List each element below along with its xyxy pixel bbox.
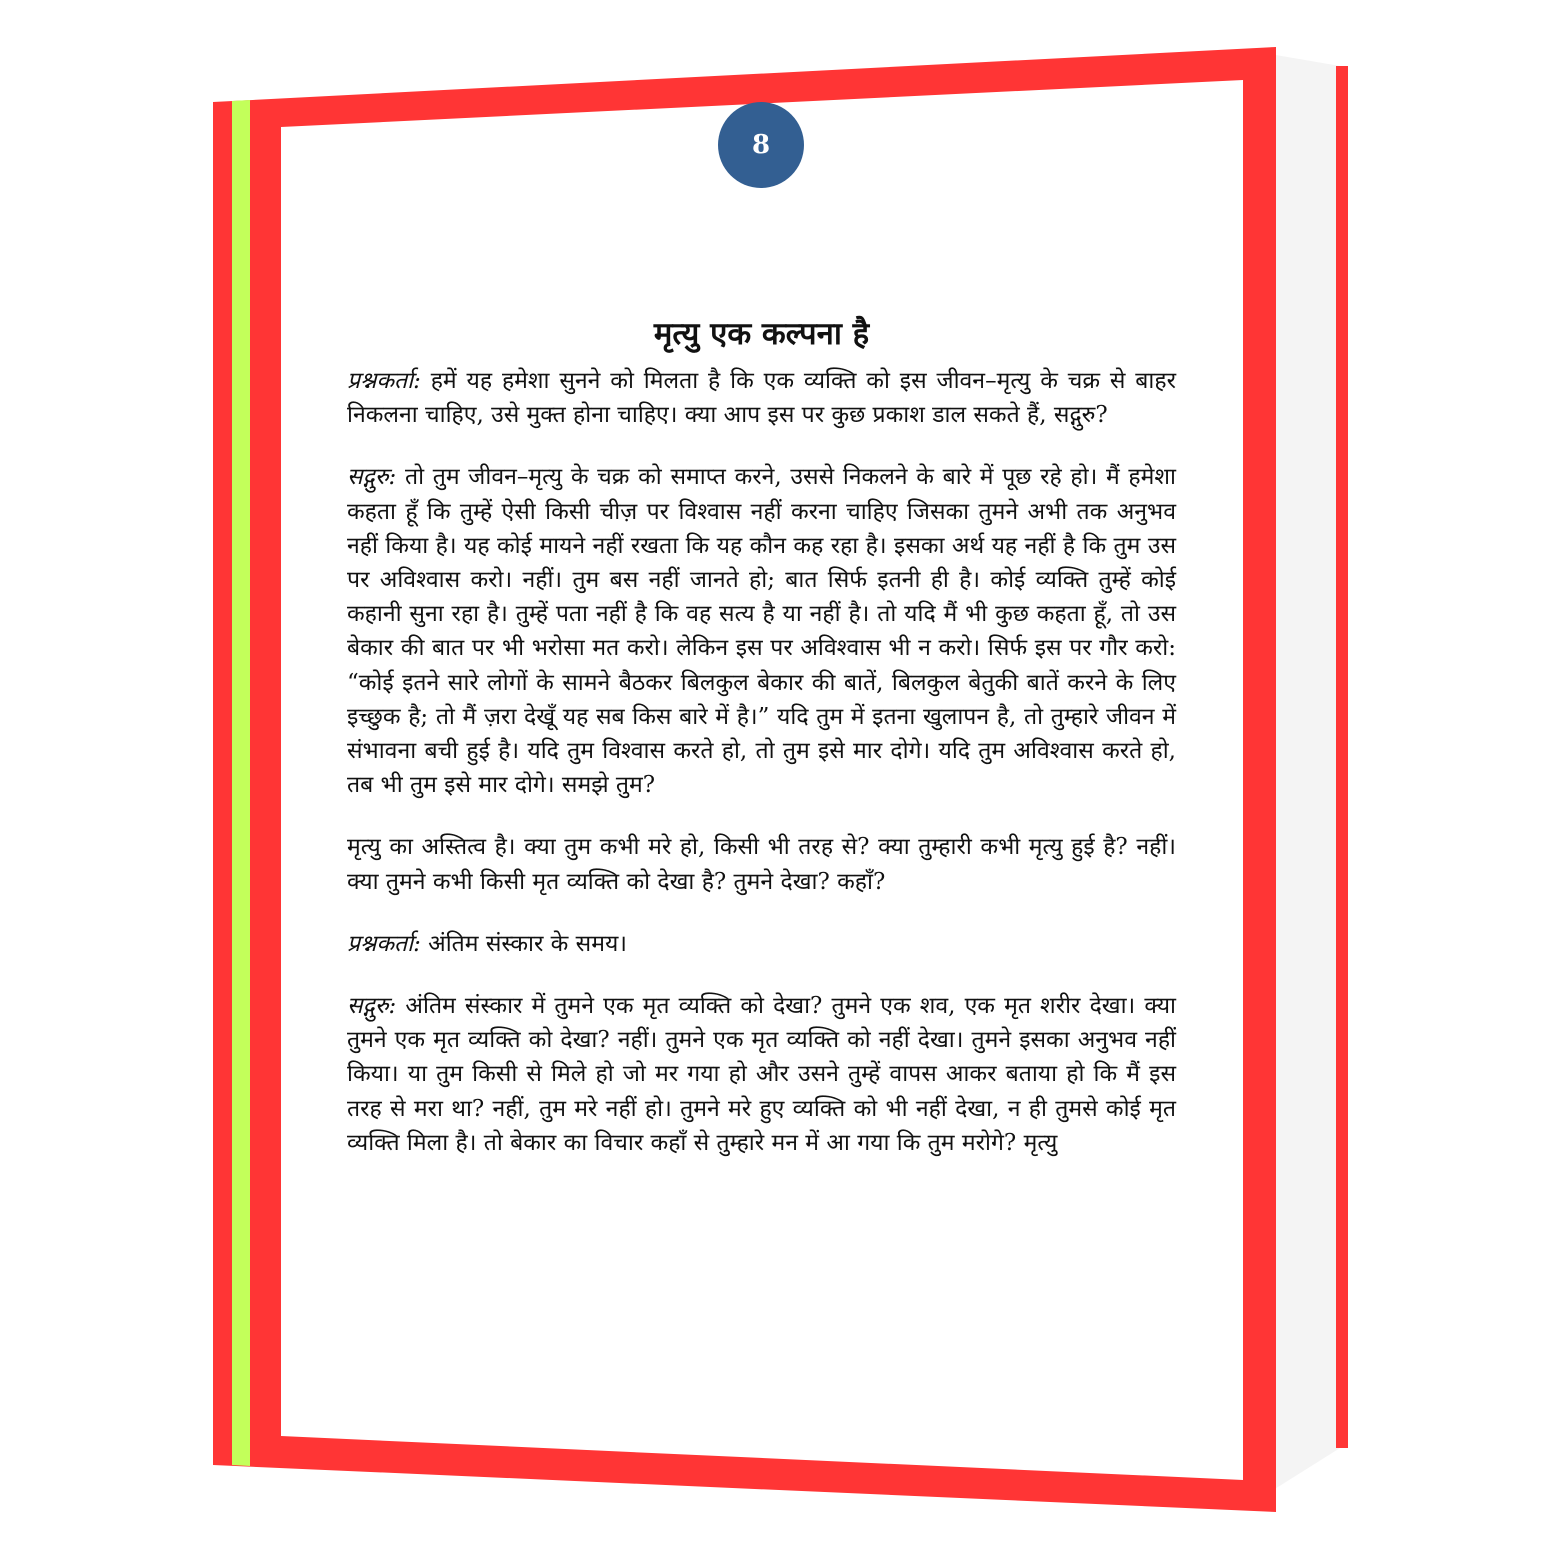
paragraph-text: अंतिम संस्कार में तुमने एक मृत व्यक्ति को देखा? तुमने एक शव, एक मृत शरीर देखा। क्या तुमने एक मृत व्यक्ति को देखा? नहीं। तुमने एक मृत व्यक्ति को नहीं देखा। तुमने इसका अनुभव नहीं किया। या तुम किसी से मिले हो जो मर गया हो और उसने तुम्हें वापस आकर बताया हो कि मैं इस तरह से मरा था? नहीं, तुम मरे नहीं हो। तुमने मरे हुए व्यक्ति को भी नहीं देखा, न ही तुमसे कोई मृत व्यक्ति मिला है। तो बेकार का विचार कहाँ से तुम्हारे मन में आ गया कि तुम मरोगे? मृत्यु (347, 993, 1176, 1156)
paragraph-2 (347, 460, 1176, 802)
spine-stripe (232, 100, 250, 1466)
paragraph-text: अंतिम संस्कार के समय। (420, 930, 628, 957)
speaker-label: प्रश्नकर्ता: (347, 930, 421, 957)
speaker-label: सद्गुरु: (347, 464, 397, 491)
paragraph-text: मृत्यु का अस्तित्व है। क्या तुम कभी मरे हो, किसी भी तरह से? क्या तुम्हारी कभी मृत्यु हुई है? नहीं। क्या तुमने कभी किसी मृत व्यक्ति को देखा है? तुमने देखा? कहाँ? (347, 834, 1176, 895)
paragraph-5 (347, 989, 1176, 1160)
page-content (347, 314, 1176, 1188)
page-stack-edge (1270, 54, 1340, 1492)
paragraph-text: हमें यह हमेशा सुनने को मिलता है कि एक व्यक्ति को इस जीवन–मृत्यु के चक्र से बाहर निकलना चाहिए, उसे मुक्त होना चाहिए। क्या आप इस पर कुछ प्रकाश डाल सकते हैं, सद्गुरु? (347, 368, 1176, 429)
chapter-title: मृत्यु एक कल्पना है (653, 316, 870, 352)
back-cover-edge (1336, 66, 1348, 1448)
speaker-label: सद्गुरु: (347, 993, 397, 1020)
page-number-badge: 8 (718, 102, 804, 188)
paragraph-3 (347, 830, 1176, 898)
speaker-label: प्रश्नकर्ता: (347, 368, 421, 394)
paragraph-1 (347, 364, 1176, 432)
paragraph-text: तो तुम जीवन–मृत्यु के चक्र को समाप्त करने, उससे निकलने के बारे में पूछ रहे हो। मैं हमेशा कहता हूँ कि तुम्हें ऐसी किसी चीज़ पर विश्वास नहीं करना चाहिए जिसका तुमने अभी तक अनुभव नहीं किया है। यह कोई मायने नहीं रखता कि यह कौन कह रहा है। इसका अर्थ यह नहीं है कि तुम उस पर अविश्वास करो। नहीं। तुम बस नहीं जानते हो; बात सिर्फ इतनी ही है। कोई व्यक्ति तुम्हें कोई कहानी सुना रहा है। तुम्हें पता नहीं है कि वह सत्य है या नहीं है। तो यदि मैं भी कुछ कहता हूँ, तो उस बेकार की बात पर भी भरोसा मत करो। लेकिन इस पर अविश्वास भी न करो। सिर्फ इस पर गौर करो: “कोई इतने सारे लोगों के सामने बैठकर बिलकुल बेकार की बातें, बिलकुल बेतुकी बातें करने के लिए इच्छुक है; तो मैं ज़रा देखूँ यह सब किस बारे में है।” यदि तुम में इतना खुलापन है, तो तुम्हारे जीवन में संभावना बची हुई है। यदि तुम विश्वास करते हो, तो तुम इसे मार दोगे। यदि तुम अविश्वास करते हो, तब भी तुम इसे मार दोगे। समझे तुम? (347, 464, 1176, 799)
paragraph-4 (347, 927, 1176, 961)
